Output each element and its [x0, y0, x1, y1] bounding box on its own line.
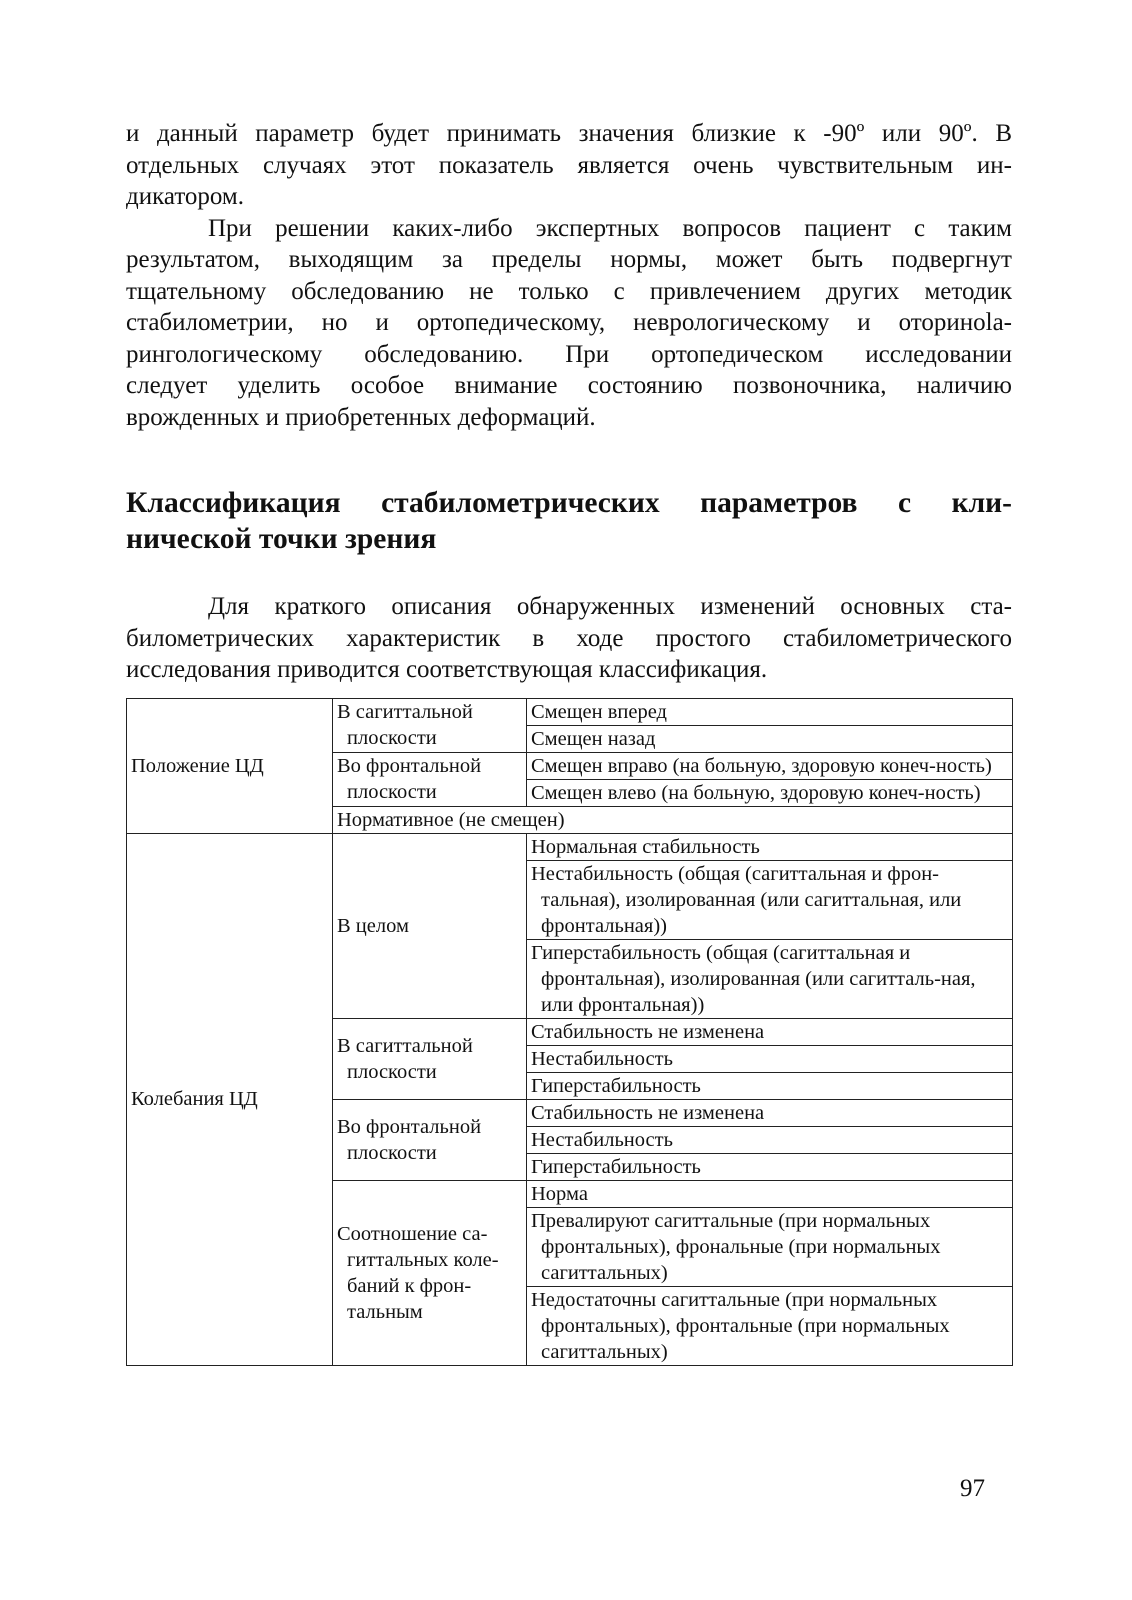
section-heading	[126, 485, 1012, 557]
value-cell: Гиперстабильность (общая (сагиттальная и фронтальная), изолированная (или сагитталь-ная, или фронтальная))	[527, 939, 1013, 1018]
text-line: результатом, выходящим за пределы нормы, может быть подвергнут	[126, 246, 1012, 273]
table-row	[127, 833, 1013, 860]
page-content	[126, 118, 1012, 1366]
value-cell: Гиперстабильность	[527, 1072, 1013, 1099]
category-cell: Колебания ЦД	[127, 833, 333, 1365]
body-paragraph	[126, 213, 1012, 434]
text-line: исследования приводится соответствующая классификация.	[126, 656, 768, 683]
text-line: билометрических характеристик в ходе простого стабилометрического	[126, 624, 1012, 652]
text-line: рингологическому обследованию. При ортопедическом исследовании	[126, 340, 1012, 368]
subcategory-cell: Во фронтальной плоскости	[333, 1099, 527, 1180]
subcategory-cell: Соотношение са-гиттальных коле-баний к фрон-тальным	[333, 1180, 527, 1365]
value-cell: Недостаточны сагиттальные (при нормальных фронтальных), фронтальные (при нормальных сагиттальных)	[527, 1286, 1013, 1365]
table-row	[127, 698, 1013, 725]
subcategory-cell: В сагиттальной плоскости	[333, 1018, 527, 1099]
text-line: врожденных и приобретенных деформаций.	[126, 403, 596, 431]
value-cell: Превалируют сагиттальные (при нормальных фронтальных), фрональные (при нормальных сагиттальных)	[527, 1207, 1013, 1286]
value-cell: Смещен влево (на больную, здоровую конеч-ность)	[527, 779, 1013, 806]
text-line: тщательному обследованию не только с привлечением других методик	[126, 277, 1012, 305]
category-cell: Положение ЦД	[127, 698, 333, 833]
value-cell: Стабильность не изменена	[527, 1099, 1013, 1126]
text-line: Для краткого описания обнаруженных изменений основных ста-	[208, 593, 1012, 620]
page-number: 97	[960, 1475, 985, 1502]
value-cell: Гиперстабильность	[527, 1153, 1013, 1180]
text-line: При решении каких-либо экспертных вопросов пациент с таким	[208, 214, 1012, 242]
value-cell: Смещен вперед	[527, 698, 1013, 725]
text-line: следует уделить особое внимание состоянию позвоночника, наличию	[126, 372, 1012, 399]
value-cell: Нормативное (не смещен)	[333, 806, 1013, 833]
value-cell: Нормальная стабильность	[527, 833, 1013, 860]
classification-table	[126, 698, 1013, 1366]
body-paragraph	[126, 591, 1012, 686]
value-cell: Нестабильность (общая (сагиттальная и фрон-тальная), изолированная (или сагиттальная, или фронтальная))	[527, 860, 1013, 939]
value-cell: Нестабильность	[527, 1126, 1013, 1153]
subcategory-cell: В целом	[333, 833, 527, 1018]
value-cell: Стабильность не изменена	[527, 1018, 1013, 1045]
text-line: и данный параметр будет принимать значения близкие к -90º или 90º. В	[126, 120, 1012, 147]
intro-paragraph	[126, 118, 1012, 213]
text-line: дикатором.	[126, 183, 245, 210]
value-cell: Нестабильность	[527, 1045, 1013, 1072]
heading-line: нической точки зрения	[126, 523, 437, 555]
value-cell: Смещен вправо (на больную, здоровую конеч-ность)	[527, 752, 1013, 779]
subcategory-cell: Во фронтальной плоскости	[333, 752, 527, 806]
text-line: стабилометрии, но и ортопедическому, неврологическому и оториноla-	[126, 309, 1012, 336]
subcategory-cell: В сагиттальной плоскости	[333, 698, 527, 752]
value-cell: Смещен назад	[527, 725, 1013, 752]
heading-line: Классификация стабилометрических параметров с кли-	[126, 487, 1012, 519]
text-line: отдельных случаях этот показатель является очень чувствительным ин-	[126, 151, 1012, 179]
value-cell: Норма	[527, 1180, 1013, 1207]
